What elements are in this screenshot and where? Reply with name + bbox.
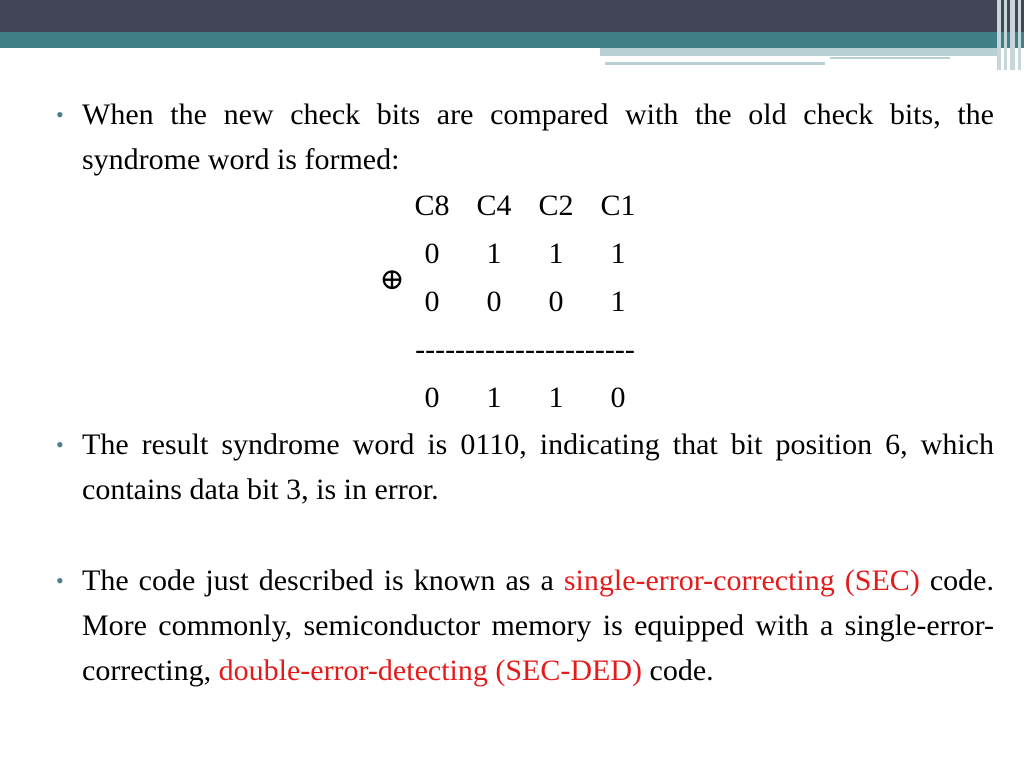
cell: 1 <box>548 237 564 270</box>
bullet-3 <box>56 558 994 693</box>
bullet-3-text-1: The code just described is known as a <box>82 564 564 597</box>
syndrome-table <box>56 182 994 422</box>
cell: 1 <box>486 381 502 414</box>
bullet-3-highlight-sec: single-error-correcting (SEC) <box>563 564 920 597</box>
table-result-row <box>56 374 994 422</box>
bullet-3-text-2: code. More commonly, semiconductor memory is equipped with a single-error-correcting, <box>82 564 994 687</box>
cell: 1 <box>486 237 502 270</box>
cell: 0 <box>424 381 440 414</box>
cell: 0 <box>424 285 440 318</box>
header-c2: C2 <box>538 189 574 222</box>
table-row-1 <box>56 230 994 278</box>
slide-header-accent-light <box>600 48 1000 56</box>
slide-header-line-2 <box>830 57 950 59</box>
header-c4: C4 <box>476 189 512 222</box>
cell: 1 <box>548 381 564 414</box>
slide-content <box>56 92 994 693</box>
table-divider: ---------------------- <box>415 333 635 366</box>
bullet-3-highlight-secded: double-error-detecting (SEC-DED) <box>218 654 643 687</box>
header-c1: C1 <box>600 189 636 222</box>
table-header-row <box>56 182 994 230</box>
bullet-1 <box>56 92 994 182</box>
slide-corner-stripes <box>995 0 1024 70</box>
cell: 0 <box>610 381 626 414</box>
bullet-dot-icon: • <box>56 568 64 593</box>
xor-operator-icon: ⊕ <box>379 263 405 296</box>
bullet-3-text-3: code. <box>642 654 714 687</box>
slide-header-accent <box>0 32 1024 48</box>
bullet-dot-icon: • <box>56 102 64 127</box>
bullet-1-text: When the new check bits are compared with the old check bits, the syndrome word is formed: <box>82 98 994 176</box>
bullet-2 <box>56 422 994 512</box>
cell: 0 <box>548 285 564 318</box>
cell: 0 <box>486 285 502 318</box>
bullet-2-text: The result syndrome word is 0110, indicating that bit position 6, which contains data bit 3, is in error. <box>82 428 994 506</box>
slide-header-bar <box>0 0 1024 32</box>
bullet-dot-icon: • <box>56 432 64 457</box>
cell: 0 <box>424 237 440 270</box>
cell: 1 <box>610 237 626 270</box>
cell: 1 <box>610 285 626 318</box>
slide-header-line <box>605 62 825 65</box>
header-c8: C8 <box>414 189 450 222</box>
table-row-2 <box>56 263 994 326</box>
